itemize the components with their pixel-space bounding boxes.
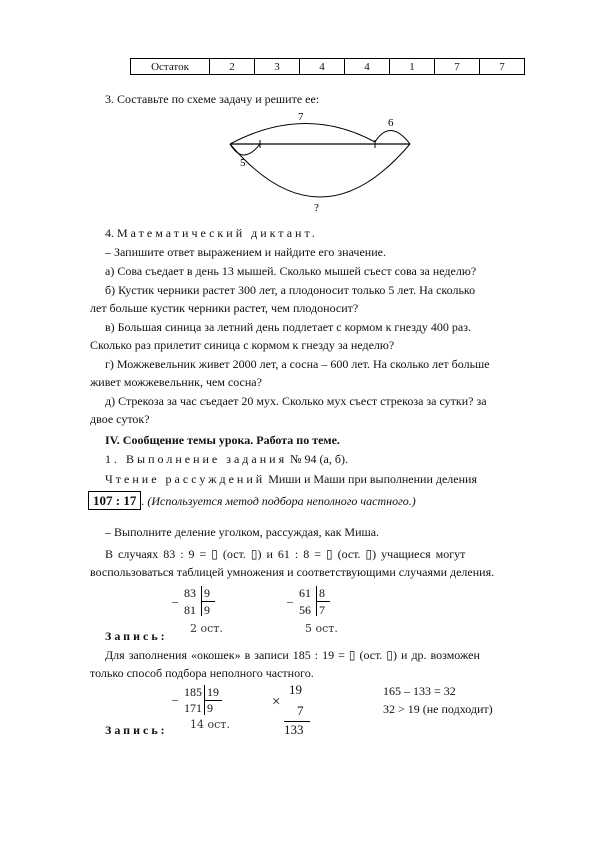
divisor: 19 [207,685,219,699]
minus-sign: – [287,594,293,608]
boxed-line [88,492,416,510]
minus-sign: – [172,692,178,706]
table-cell: 7 [435,59,480,75]
table-cell: 1 [390,59,435,75]
scheme-diagram [210,108,440,214]
record-label: Запись: [105,723,168,737]
window-line: только способ подбора неполного частного. [90,666,314,680]
table-cell: 4 [345,59,390,75]
instruction-line: – Выполните деление уголком, рассуждая, как Миша. [105,525,380,539]
product-result: 133 [284,722,304,737]
cases-line: В случаях 83 : 9 = ▯ (ост. ▯) и 61 : 8 = ▯ (ост. ▯) учащиеся могут [105,547,466,561]
arc-top [230,123,375,144]
dictation-line: лет больше кустик черники растет, чем плодоносит? [90,301,359,315]
remainder-note: 2 ост. [190,622,223,635]
dividend: 61 [299,586,311,600]
reading-rest: Миши и Маши при выполнении деления [268,472,477,486]
dictation-line: а) Сова съедает в день 13 мышей. Сколько мышей съест сова за неделю? [105,264,477,278]
quotient: 7 [319,603,325,617]
cases-line: воспользоваться таблицей умножения и соответствующими случаями деления. [90,565,495,579]
record-label: Запись: [105,629,168,643]
dividend: 83 [184,586,196,600]
product: 56 [299,603,311,617]
table-cell: 2 [210,59,255,75]
table-cell: 7 [480,59,525,75]
window-line: Для заполнения «окошек» в записи 185 : 19 = ▯ (ост. ▯) и др. возможен [105,648,480,662]
dictation-line: б) Кустик черники растет 300 лет, а плодоносит только 5 лет. На сколько [105,283,476,297]
divisor-underline [316,601,330,602]
arc-small [375,130,410,144]
dictation-line: в) Большая синица за летний день подлетает с кормом к гнезду 400 раз. [105,320,471,334]
reading-line [105,472,477,486]
factor-a: 19 [289,682,302,697]
task4-intro: – Запишите ответ выражением и найдите его значение. [105,245,386,259]
check-line: 165 – 133 = 32 [383,684,456,698]
divisor: 8 [319,586,325,600]
label-bottom: ? [314,202,319,214]
table-cell: 4 [300,59,345,75]
divisor-underline [201,601,215,602]
check-line: 32 > 19 (не подходит) [383,702,493,716]
factor-b: 7 [297,703,304,718]
dictation-line: д) Стрекоза за час съедает 20 мух. Сколько мух съест стрекоза за сутки? за [105,394,487,408]
minus-sign: – [172,594,178,608]
times-sign: × [272,694,281,710]
remainder-note: 14 ост. [190,718,230,731]
product: 171 [184,701,202,715]
remainder-note: 5 ост. [305,622,338,635]
item1-line [105,452,348,466]
item1-spaced: 1. Выполнение задания [105,452,288,466]
label-top: 7 [298,111,304,123]
quotient: 9 [207,701,213,715]
method-note: . (Используется метод подбора неполного частного.) [141,494,416,508]
remainder-table [130,58,525,75]
arc-bottom [230,144,410,197]
boxed-expression: 107 : 17 [88,491,141,510]
dictation-line: Сколько раз прилетит синица с кормом к гнезду за неделю? [90,338,395,352]
item1-rest: № 94 (а, б). [290,452,348,466]
dictation-line: г) Можжевельник живет 2000 лет, а сосна – 600 лет. На сколько лет больше [105,357,490,371]
label-left: 5 [240,157,246,169]
dividend: 185 [184,685,202,699]
table-row [131,59,525,75]
task4-number: 4. [105,226,114,240]
task4-heading [105,226,318,240]
dictation-line: двое суток? [90,412,150,426]
section-heading: IV. Сообщение темы урока. Работа по теме. [105,433,340,447]
dictation-line: живет можжевельник, чем сосна? [90,375,262,389]
divisor: 9 [204,586,210,600]
reading-spaced: Чтение рассуждений [105,472,266,486]
table-header-cell: Остаток [131,59,210,75]
label-small: 6 [388,117,394,129]
quotient: 9 [204,603,210,617]
product: 81 [184,603,196,617]
table-cell: 3 [255,59,300,75]
task4-title: Математический диктант. [117,226,318,240]
task3-heading: 3. Составьте по схеме задачу и решите ее: [105,92,320,106]
